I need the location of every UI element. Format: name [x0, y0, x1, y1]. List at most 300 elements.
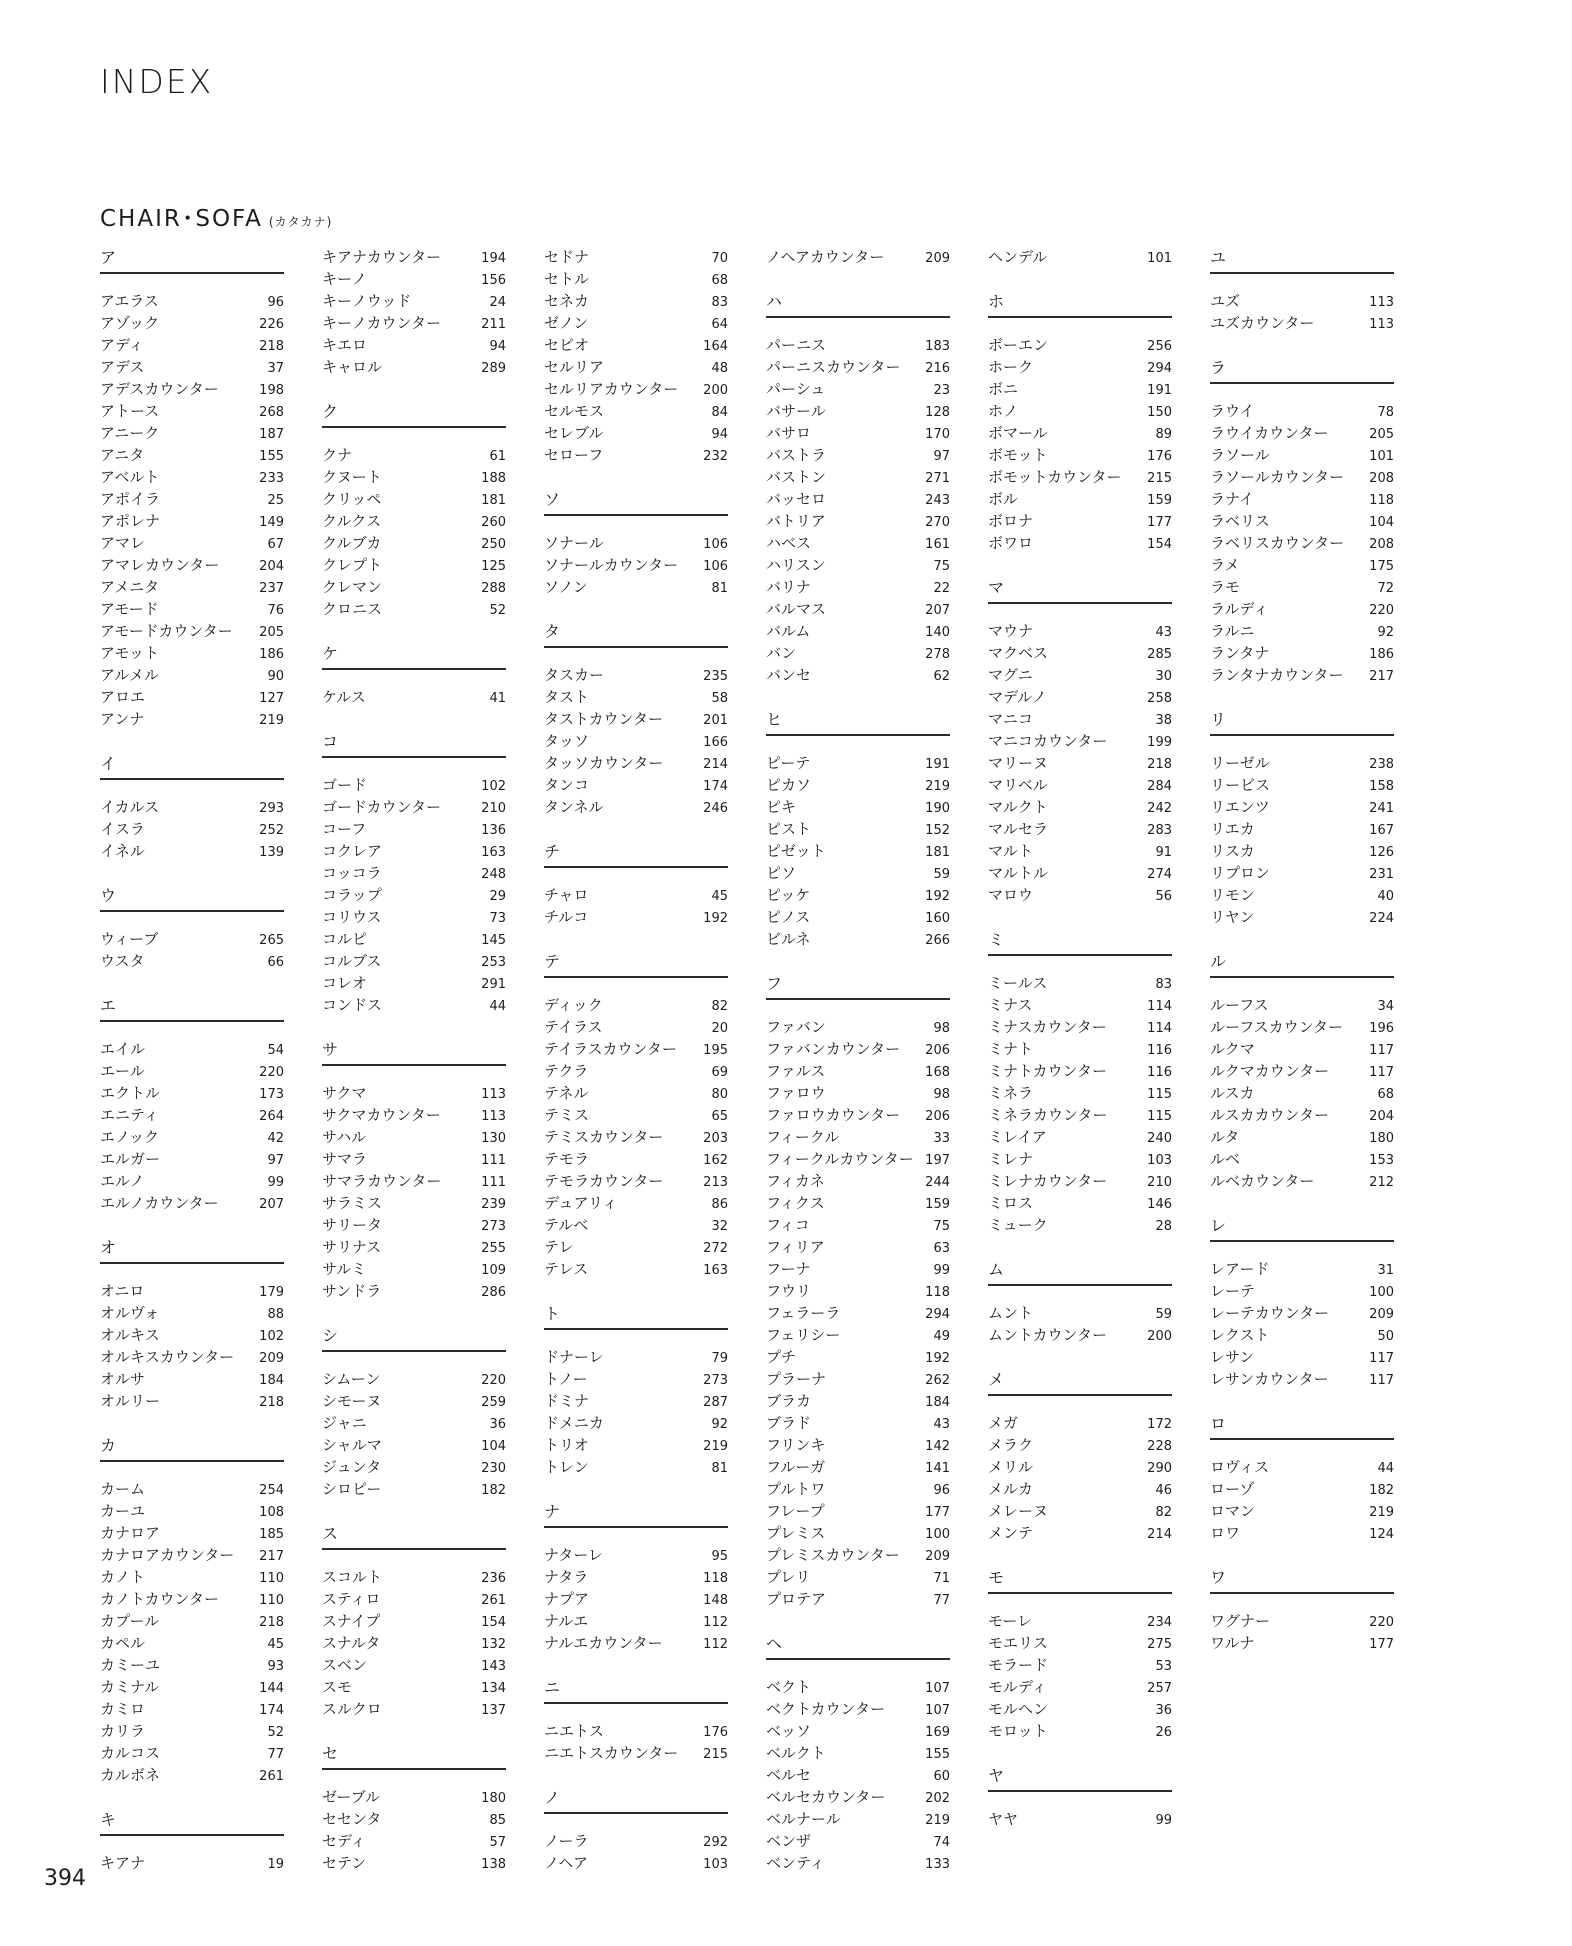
entry-page: 97 [933, 449, 950, 464]
index-entry [1210, 554, 1394, 576]
index-entry [766, 642, 950, 664]
entry-name: セルリアカウンター [544, 380, 679, 398]
entry-page: 59 [933, 867, 950, 882]
entry-name: ミューク [988, 1216, 1048, 1234]
entry-page: 52 [267, 1725, 284, 1740]
entry-name: ハベス [766, 534, 812, 552]
index-entry [100, 1082, 284, 1104]
index-entry [544, 1258, 728, 1280]
entry-page: 244 [925, 1175, 950, 1190]
entry-page: 215 [703, 1747, 728, 1762]
index-entry [766, 1566, 950, 1588]
index-group [100, 1236, 284, 1412]
entry-name: ラベリスカウンター [1210, 534, 1345, 552]
entry-name: カミナル [100, 1678, 160, 1696]
index-entry [544, 796, 728, 818]
entry-name: ナタラ [544, 1568, 589, 1586]
index-group [322, 642, 506, 708]
entry-name: バン [766, 644, 797, 662]
index-entry [766, 1808, 950, 1830]
index-entry [544, 1038, 728, 1060]
index-entry [100, 378, 284, 400]
entry-page: 261 [259, 1769, 284, 1784]
entry-page: 81 [711, 1461, 728, 1476]
index-entry [766, 620, 950, 642]
index-entry [766, 1346, 950, 1368]
index-entry [766, 1830, 950, 1852]
entry-name: シロピー [322, 1480, 382, 1498]
entry-page: 264 [259, 1109, 284, 1124]
entry-page: 81 [711, 581, 728, 596]
entry-page: 173 [259, 1087, 284, 1102]
entry-name: アモード [100, 600, 159, 618]
entry-name: モルディ [988, 1678, 1047, 1696]
entry-page: 63 [933, 1241, 950, 1256]
index-entry [766, 334, 950, 356]
index-entry [1210, 488, 1394, 510]
index-column-6 [1210, 246, 1394, 1654]
entry-name: リービス [1210, 776, 1271, 794]
index-entry [322, 818, 506, 840]
entry-name: ラウイカウンター [1210, 424, 1329, 442]
index-entry [100, 1544, 284, 1566]
index-entry [322, 554, 506, 576]
entry-page: 220 [481, 1373, 506, 1388]
entry-name: リモン [1210, 886, 1256, 904]
entry-page: 76 [267, 603, 284, 618]
entry-name: タスカー [544, 666, 605, 684]
entry-page: 142 [925, 1439, 950, 1454]
index-entry [1210, 1632, 1394, 1654]
entry-name: コーフ [322, 820, 367, 838]
entry-name: アベルト [100, 468, 160, 486]
index-entry [766, 1324, 950, 1346]
entry-page: 207 [259, 1197, 284, 1212]
kana-heading: ル [1210, 950, 1394, 978]
index-entry [544, 1610, 728, 1632]
entry-page: 68 [711, 273, 728, 288]
entry-name: リプロン [1210, 864, 1271, 882]
index-entry [322, 268, 506, 290]
entry-page: 108 [259, 1505, 284, 1520]
entry-page: 232 [703, 449, 728, 464]
entry-page: 160 [925, 911, 950, 926]
entry-page: 213 [703, 1175, 728, 1190]
entry-page: 54 [267, 1043, 284, 1058]
entry-page: 136 [481, 823, 506, 838]
entry-name: ラモ [1210, 578, 1241, 596]
entry-page: 270 [925, 515, 950, 530]
entry-page: 114 [1147, 999, 1172, 1014]
index-entry [322, 1170, 506, 1192]
entry-page: 149 [259, 515, 284, 530]
entry-name: ミレナ [988, 1150, 1034, 1168]
entry-page: 177 [1147, 515, 1172, 530]
entry-page: 294 [1147, 361, 1172, 376]
index-entry [100, 1302, 284, 1324]
entry-name: セローフ [544, 446, 604, 464]
entry-name: クルクス [322, 512, 382, 530]
entry-page: 268 [259, 405, 284, 420]
kana-heading: ス [322, 1522, 506, 1550]
entry-page: 80 [711, 1087, 728, 1102]
index-entry [766, 1500, 950, 1522]
index-entry [1210, 532, 1394, 554]
entry-name: レクスト [1210, 1326, 1270, 1344]
entry-page: 116 [1147, 1043, 1172, 1058]
index-entry [766, 356, 950, 378]
entry-name: カペル [100, 1634, 146, 1652]
index-group [322, 1522, 506, 1720]
entry-page: 175 [1369, 559, 1394, 574]
index-group [1210, 708, 1394, 928]
index-entry [988, 862, 1172, 884]
entry-page: 194 [481, 251, 506, 266]
entry-name: カリラ [100, 1722, 146, 1740]
entry-page: 83 [711, 295, 728, 310]
entry-name: テレ [544, 1238, 574, 1256]
entry-name: カーム [100, 1480, 146, 1498]
entry-name: ピカソ [766, 776, 812, 794]
index-entry [544, 1434, 728, 1456]
entry-page: 212 [1369, 1175, 1394, 1190]
entry-name: ルーフス [1210, 996, 1269, 1014]
index-entry [322, 1632, 506, 1654]
entry-name: ムントカウンター [988, 1326, 1107, 1344]
entry-name: クルブカ [322, 534, 382, 552]
entry-name: ミナス [988, 996, 1033, 1014]
index-group [988, 246, 1172, 268]
index-entry [988, 510, 1172, 532]
section-title-text: CHAIR･SOFA [100, 206, 263, 232]
index-entry [988, 994, 1172, 1016]
entry-page: 71 [933, 1571, 950, 1586]
kana-heading: モ [988, 1566, 1172, 1594]
entry-page: 246 [703, 801, 728, 816]
kana-heading: オ [100, 1236, 284, 1264]
entry-page: 230 [481, 1461, 506, 1476]
entry-name: ベルナール [766, 1810, 841, 1828]
index-entry [766, 1302, 950, 1324]
index-entry [544, 1346, 728, 1368]
entry-name: ルクマ [1210, 1040, 1255, 1058]
index-group [988, 928, 1172, 1236]
entry-page: 200 [703, 383, 728, 398]
entry-name: テネル [544, 1084, 589, 1102]
entry-name: アデス [100, 358, 145, 376]
index-entry [766, 1126, 950, 1148]
entry-name: スベン [322, 1656, 368, 1674]
index-group [766, 708, 950, 950]
entry-name: サルミ [322, 1260, 367, 1278]
entry-name: クレプト [322, 556, 383, 574]
index-entry [544, 1368, 728, 1390]
entry-name: アメニタ [100, 578, 160, 596]
entry-page: 125 [481, 559, 506, 574]
index-entry [100, 620, 284, 642]
index-entry [1210, 1170, 1394, 1192]
index-entry [544, 422, 728, 444]
entry-page: 179 [259, 1285, 284, 1300]
index-entry [766, 928, 950, 950]
entry-page: 117 [1369, 1065, 1394, 1080]
index-group [544, 840, 728, 928]
entry-page: 146 [1147, 1197, 1172, 1212]
entry-page: 58 [711, 691, 728, 706]
entry-page: 284 [1147, 779, 1172, 794]
entry-page: 208 [1369, 471, 1394, 486]
entry-name: ミレナカウンター [988, 1172, 1108, 1190]
entry-name: サハル [322, 1128, 367, 1146]
entry-page: 42 [267, 1131, 284, 1146]
index-entry [100, 1368, 284, 1390]
entry-name: セピオ [544, 336, 590, 354]
entry-page: 199 [1147, 735, 1172, 750]
entry-page: 117 [1369, 1043, 1394, 1058]
index-entry [322, 1852, 506, 1874]
entry-name: コラップ [322, 886, 382, 904]
entry-name: トリオ [544, 1436, 589, 1454]
index-entry [322, 928, 506, 950]
entry-name: シモーヌ [322, 1392, 382, 1410]
entry-name: カプール [100, 1612, 160, 1630]
entry-page: 82 [1155, 1505, 1172, 1520]
entry-page: 231 [1369, 867, 1394, 882]
index-entry [988, 1698, 1172, 1720]
index-entry [100, 1566, 284, 1588]
entry-name: アディ [100, 336, 144, 354]
index-entry [322, 1654, 506, 1676]
entry-name: フルーガ [766, 1458, 826, 1476]
entry-name: テミス [544, 1106, 590, 1124]
index-entry [766, 796, 950, 818]
entry-name: メレーヌ [988, 1502, 1049, 1520]
entry-page: 253 [481, 955, 506, 970]
kana-heading: コ [322, 730, 506, 758]
index-entry [322, 862, 506, 884]
entry-page: 254 [259, 1483, 284, 1498]
entry-page: 40 [1377, 889, 1394, 904]
index-entry [988, 1478, 1172, 1500]
entry-page: 96 [933, 1483, 950, 1498]
entry-page: 94 [489, 339, 506, 354]
entry-name: ウスタ [100, 952, 145, 970]
index-entry [100, 422, 284, 444]
index-column-1 [100, 246, 284, 1874]
entry-page: 191 [1147, 383, 1172, 398]
entry-page: 102 [259, 1329, 284, 1344]
kana-heading: リ [1210, 708, 1394, 736]
index-entry [544, 290, 728, 312]
entry-name: ミールス [988, 974, 1048, 992]
entry-page: 273 [703, 1373, 728, 1388]
entry-name: テモラ [544, 1150, 590, 1168]
index-entry [766, 1016, 950, 1038]
entry-name: パーニスカウンター [766, 358, 901, 376]
entry-page: 159 [925, 1197, 950, 1212]
entry-name: マルセラ [988, 820, 1049, 838]
index-entry [988, 818, 1172, 840]
entry-name: マルトル [988, 864, 1049, 882]
entry-page: 207 [925, 603, 950, 618]
index-entry [544, 554, 728, 576]
entry-page: 98 [933, 1021, 950, 1036]
entry-name: エルガー [100, 1150, 161, 1168]
index-entry [1210, 1500, 1394, 1522]
index-entry [988, 664, 1172, 686]
index-entry [1210, 1302, 1394, 1324]
entry-page: 273 [481, 1219, 506, 1234]
index-entry [100, 1720, 284, 1742]
entry-page: 241 [1369, 801, 1394, 816]
entry-name: トノー [544, 1370, 588, 1388]
index-group [544, 620, 728, 818]
index-entry [1210, 422, 1394, 444]
index-entry [544, 1390, 728, 1412]
entry-name: ピノス [766, 908, 811, 926]
entry-name: パーニス [766, 336, 827, 354]
entry-name: ドメニカ [544, 1414, 604, 1432]
entry-page: 82 [711, 999, 728, 1014]
entry-page: 266 [925, 933, 950, 948]
entry-name: ユズカウンター [1210, 314, 1315, 332]
entry-page: 220 [259, 1065, 284, 1080]
index-entry [544, 664, 728, 686]
entry-page: 19 [267, 1857, 284, 1872]
index-entry [988, 1302, 1172, 1324]
entry-page: 36 [489, 1417, 506, 1432]
entry-name: アロエ [100, 688, 146, 706]
index-entry [544, 1544, 728, 1566]
entry-page: 143 [481, 1659, 506, 1674]
index-entry [100, 400, 284, 422]
entry-name: バンセ [766, 666, 812, 684]
index-entry [100, 356, 284, 378]
entry-name: メルカ [988, 1480, 1034, 1498]
entry-name: マリーヌ [988, 754, 1049, 772]
entry-name: ピキ [766, 798, 797, 816]
entry-page: 46 [1155, 1483, 1172, 1498]
index-entry [1210, 1324, 1394, 1346]
entry-name: チャロ [544, 886, 589, 904]
entry-name: バルマス [766, 600, 827, 618]
entry-name: スナイプ [322, 1612, 381, 1630]
entry-page: 218 [259, 339, 284, 354]
entry-name: アニーク [100, 424, 160, 442]
index-entry [100, 708, 284, 730]
index-entry [988, 400, 1172, 422]
index-group [544, 950, 728, 1280]
index-entry [766, 1588, 950, 1610]
index-entry [1210, 1610, 1394, 1632]
index-entry [100, 510, 284, 532]
entry-page: 258 [1147, 691, 1172, 706]
index-entry [988, 1148, 1172, 1170]
index-entry [766, 1236, 950, 1258]
entry-name: マルクト [988, 798, 1048, 816]
index-entry [322, 1236, 506, 1258]
entry-name: ディック [544, 996, 603, 1014]
kana-heading: ウ [100, 884, 284, 912]
index-entry [1210, 994, 1394, 1016]
entry-name: セドナ [544, 248, 590, 266]
entry-page: 124 [1369, 1527, 1394, 1542]
index-entry [544, 1632, 728, 1654]
entry-page: 134 [481, 1681, 506, 1696]
entry-name: レーテ [1210, 1282, 1256, 1300]
entry-name: オルリー [100, 1392, 161, 1410]
entry-name: ロワ [1210, 1524, 1241, 1542]
kana-heading: レ [1210, 1214, 1394, 1242]
entry-name: フィークルカウンター [766, 1150, 914, 1168]
entry-name: セルリア [544, 358, 605, 376]
entry-name: プレミス [766, 1524, 826, 1542]
kana-heading: ユ [1210, 246, 1394, 274]
index-entry [544, 730, 728, 752]
entry-name: サマラカウンター [322, 1172, 442, 1190]
entry-name: キアナカウンター [322, 248, 442, 266]
entry-name: ミロス [988, 1194, 1034, 1212]
entry-page: 183 [925, 339, 950, 354]
entry-page: 192 [925, 1351, 950, 1366]
entry-name: プチ [766, 1348, 797, 1366]
index-entry [100, 642, 284, 664]
entry-name: ミネラカウンター [988, 1106, 1108, 1124]
entry-page: 198 [259, 383, 284, 398]
kana-heading: イ [100, 752, 284, 780]
entry-page: 228 [1147, 1439, 1172, 1454]
index-entry [544, 1170, 728, 1192]
entry-page: 34 [1377, 999, 1394, 1014]
index-entry [544, 994, 728, 1016]
entry-name: ミナト [988, 1040, 1034, 1058]
index-entry [1210, 1346, 1394, 1368]
index-group [988, 1764, 1172, 1830]
index-entry [766, 1478, 950, 1500]
index-entry [100, 334, 284, 356]
kana-heading: フ [766, 972, 950, 1000]
entry-page: 290 [1147, 1461, 1172, 1476]
index-entry [544, 1830, 728, 1852]
entry-page: 162 [703, 1153, 728, 1168]
entry-name: フェリシー [766, 1326, 841, 1344]
index-column-3 [544, 246, 728, 1874]
index-entry [988, 1038, 1172, 1060]
entry-name: ノーラ [544, 1832, 589, 1850]
index-entry [322, 246, 506, 268]
entry-page: 289 [481, 361, 506, 376]
entry-name: エルノ [100, 1172, 145, 1190]
entry-page: 293 [259, 801, 284, 816]
index-entry [544, 1412, 728, 1434]
entry-name: ホーク [988, 358, 1034, 376]
entry-name: クロニス [322, 600, 383, 618]
index-entry [544, 532, 728, 554]
index-entry [766, 1390, 950, 1412]
entry-page: 110 [259, 1571, 284, 1586]
entry-name: アマレカウンター [100, 556, 220, 574]
index-entry [1210, 576, 1394, 598]
entry-name: ホノ [988, 402, 1019, 420]
index-entry [988, 422, 1172, 444]
entry-name: ファロウカウンター [766, 1106, 901, 1124]
entry-name: キャロル [322, 358, 383, 376]
entry-name: サクマ [322, 1084, 367, 1102]
index-entry [1210, 400, 1394, 422]
index-entry [544, 1852, 728, 1874]
index-entry [988, 1654, 1172, 1676]
entry-page: 93 [267, 1659, 284, 1674]
